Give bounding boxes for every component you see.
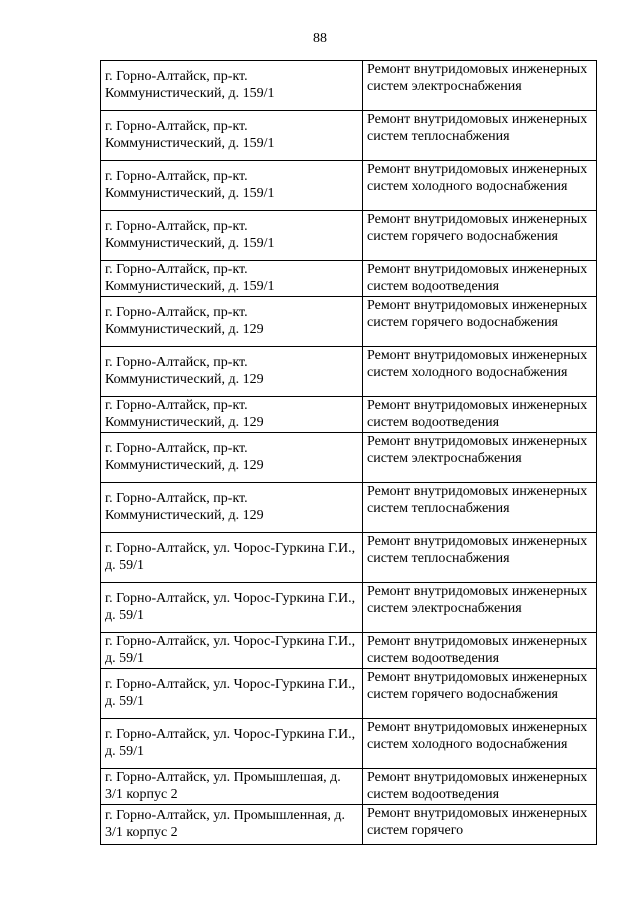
work-type-cell (363, 161, 597, 211)
work-type-cell (363, 397, 597, 433)
work-type-cell (363, 669, 597, 719)
address-text: г. Горно-Алтайск, пр-кт. Коммунистический, д. 129 (105, 305, 264, 337)
work-type-text: Ремонт внутридомовых инженерных систем электроснабжения (367, 434, 588, 466)
work-type-text: Ремонт внутридомовых инженерных систем горячего (367, 806, 588, 838)
work-type-cell (363, 769, 597, 805)
work-type-cell (363, 719, 597, 769)
address-text: г. Горно-Алтайск, ул. Чорос-Гуркина Г.И., д. 59/1 (105, 541, 356, 573)
address-cell (101, 769, 363, 805)
table-row (101, 397, 597, 433)
work-type-cell (363, 483, 597, 533)
work-type-cell (363, 433, 597, 483)
work-type-text: Ремонт внутридомовых инженерных систем холодного водоснабжения (367, 348, 588, 380)
address-cell (101, 297, 363, 347)
table-row (101, 347, 597, 397)
address-text: г. Горно-Алтайск, пр-кт. Коммунистический, д. 129 (105, 355, 264, 387)
address-cell (101, 483, 363, 533)
address-cell (101, 211, 363, 261)
work-type-text: Ремонт внутридомовых инженерных систем теплоснабжения (367, 484, 588, 516)
table-row (101, 261, 597, 297)
work-type-cell (363, 297, 597, 347)
work-type-cell (363, 533, 597, 583)
table-row (101, 769, 597, 805)
address-cell (101, 633, 363, 669)
work-type-text: Ремонт внутридомовых инженерных систем электроснабжения (367, 584, 588, 616)
address-cell (101, 347, 363, 397)
address-cell (101, 583, 363, 633)
address-text: г. Горно-Алтайск, пр-кт. Коммунистический, д. 159/1 (105, 119, 275, 151)
table-row (101, 297, 597, 347)
table-row (101, 633, 597, 669)
table-row (101, 669, 597, 719)
work-type-text: Ремонт внутридомовых инженерных систем горячего водоснабжения (367, 670, 588, 702)
table-row (101, 533, 597, 583)
address-cell (101, 719, 363, 769)
table-row (101, 111, 597, 161)
page-number: 88 (313, 31, 327, 46)
work-type-text: Ремонт внутридомовых инженерных систем водоотведения (367, 634, 588, 666)
table-row (101, 433, 597, 483)
address-text: г. Горно-Алтайск, пр-кт. Коммунистический, д. 129 (105, 491, 264, 523)
work-type-text: Ремонт внутридомовых инженерных систем водоотведения (367, 398, 588, 430)
address-text: г. Горно-Алтайск, пр-кт. Коммунистический, д. 159/1 (105, 219, 275, 251)
work-type-text: Ремонт внутридомовых инженерных систем теплоснабжения (367, 112, 588, 144)
work-type-cell (363, 805, 597, 845)
address-cell (101, 61, 363, 111)
address-cell (101, 111, 363, 161)
address-cell (101, 397, 363, 433)
address-text: г. Горно-Алтайск, пр-кт. Коммунистический, д. 159/1 (105, 262, 275, 294)
work-type-text: Ремонт внутридомовых инженерных систем электроснабжения (367, 62, 588, 94)
address-cell (101, 261, 363, 297)
work-type-cell (363, 61, 597, 111)
address-cell (101, 433, 363, 483)
work-type-text: Ремонт внутридомовых инженерных систем холодного водоснабжения (367, 720, 588, 752)
address-text: г. Горно-Алтайск, пр-кт. Коммунистический, д. 159/1 (105, 69, 275, 101)
work-type-cell (363, 211, 597, 261)
work-type-text: Ремонт внутридомовых инженерных систем холодного водоснабжения (367, 162, 588, 194)
work-type-cell (363, 111, 597, 161)
address-text: г. Горно-Алтайск, ул. Чорос-Гуркина Г.И., д. 59/1 (105, 677, 356, 709)
table-row (101, 161, 597, 211)
work-type-cell (363, 583, 597, 633)
address-cell (101, 533, 363, 583)
address-text: г. Горно-Алтайск, пр-кт. Коммунистический, д. 129 (105, 441, 264, 473)
work-type-cell (363, 261, 597, 297)
table-row (101, 583, 597, 633)
address-text: г. Горно-Алтайск, пр-кт. Коммунистический, д. 159/1 (105, 169, 275, 201)
table-row (101, 211, 597, 261)
work-type-text: Ремонт внутридомовых инженерных систем водоотведения (367, 262, 588, 294)
address-cell (101, 805, 363, 845)
work-type-text: Ремонт внутридомовых инженерных систем водоотведения (367, 770, 588, 802)
table-row (101, 61, 597, 111)
address-text: г. Горно-Алтайск, ул. Чорос-Гуркина Г.И., д. 59/1 (105, 727, 356, 759)
work-type-cell (363, 633, 597, 669)
table-row (101, 805, 597, 845)
repair-works-table (100, 60, 597, 845)
address-text: г. Горно-Алтайск, ул. Чорос-Гуркина Г.И., д. 59/1 (105, 591, 356, 623)
address-cell (101, 669, 363, 719)
address-text: г. Горно-Алтайск, ул. Чорос-Гуркина Г.И., д. 59/1 (105, 634, 356, 666)
work-type-cell (363, 347, 597, 397)
work-type-text: Ремонт внутридомовых инженерных систем теплоснабжения (367, 534, 588, 566)
address-text: г. Горно-Алтайск, ул. Промышленная, д. 3/1 корпус 2 (105, 808, 346, 840)
table-row (101, 483, 597, 533)
address-cell (101, 161, 363, 211)
work-type-text: Ремонт внутридомовых инженерных систем горячего водоснабжения (367, 298, 588, 330)
table-row (101, 719, 597, 769)
work-type-text: Ремонт внутридомовых инженерных систем горячего водоснабжения (367, 212, 588, 244)
address-text: г. Горно-Алтайск, ул. Промышлешая, д. 3/1 корпус 2 (105, 770, 341, 802)
address-text: г. Горно-Алтайск, пр-кт. Коммунистический, д. 129 (105, 398, 264, 430)
